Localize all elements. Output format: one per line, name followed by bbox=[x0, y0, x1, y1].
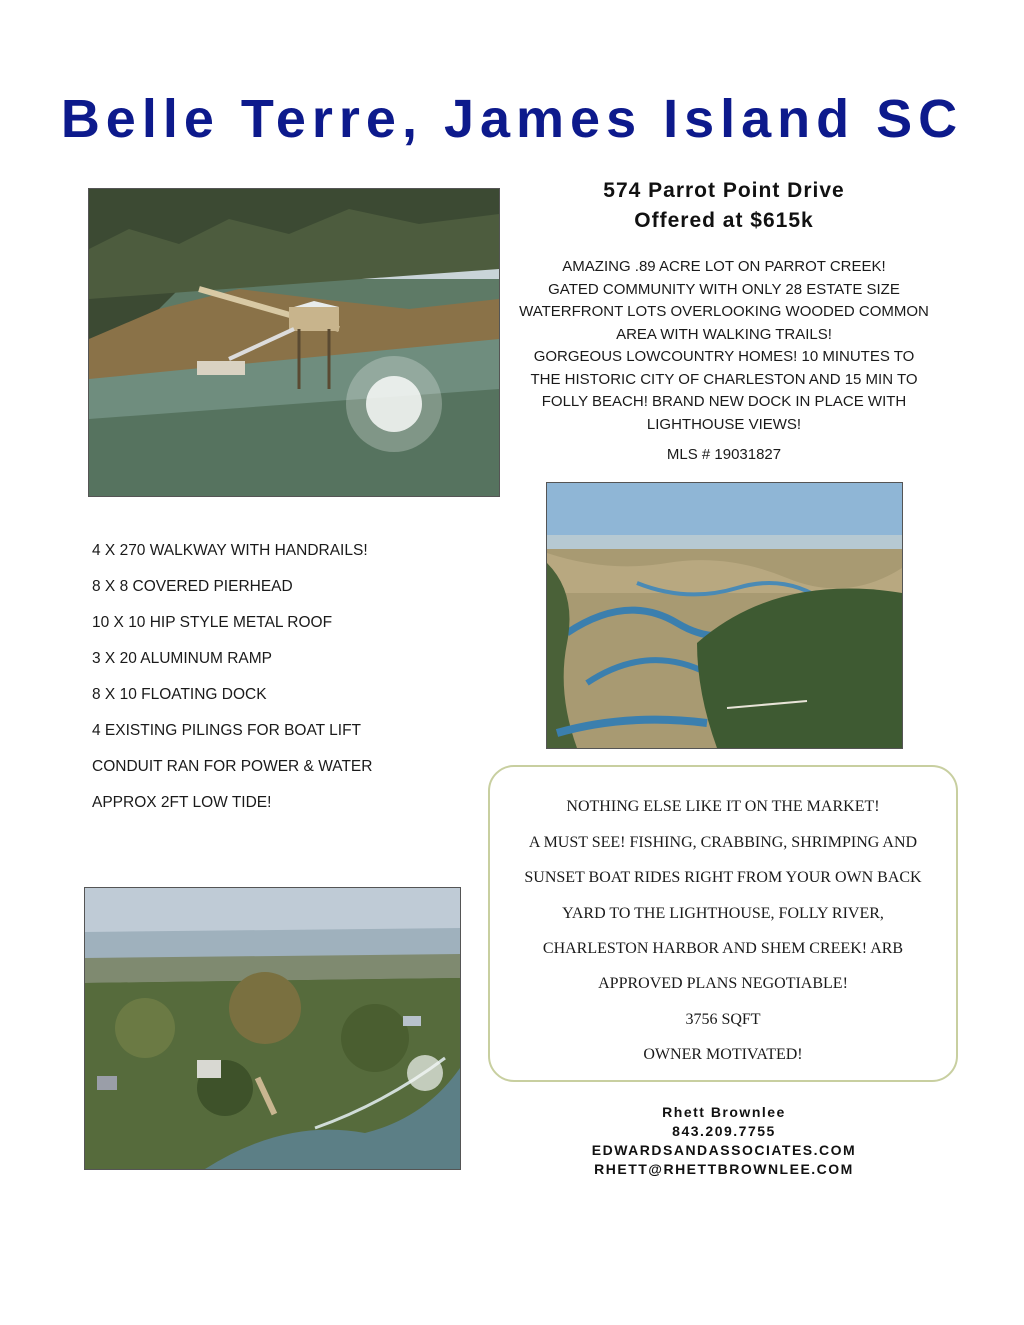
dock-features-list bbox=[92, 541, 432, 829]
callout-line: YARD TO THE LIGHTHOUSE, FOLLY RIVER, bbox=[562, 905, 884, 922]
feature-item: 8 X 8 COVERED PIERHEAD bbox=[92, 578, 293, 595]
callout-line: CHARLESTON HARBOR AND SHEM CREEK! ARB bbox=[542, 940, 904, 957]
feature-item: 8 X 10 FLOATING DOCK bbox=[92, 686, 267, 703]
listing-price: Offered at $615k bbox=[634, 209, 814, 232]
feature-item: CONDUIT RAN FOR POWER & WATER bbox=[92, 758, 373, 775]
description-line: GORGEOUS LOWCOUNTRY HOMES! 10 MINUTES TO bbox=[533, 348, 915, 365]
description-line: AMAZING .89 ACRE LOT ON PARROT CREEK! bbox=[562, 258, 886, 275]
feature-item: 10 X 10 HIP STYLE METAL ROOF bbox=[92, 614, 333, 631]
description-line: THE HISTORIC CITY OF CHARLESTON AND 15 MIN TO bbox=[530, 370, 918, 388]
aerial-neighborhood-photo bbox=[84, 887, 461, 1170]
agent-website[interactable]: EDWARDSANDASSOCIATES.COM bbox=[591, 1142, 857, 1158]
dock-photo bbox=[88, 188, 500, 497]
description-line: WATERFRONT LOTS OVERLOOKING WOODED COMMON bbox=[519, 303, 929, 320]
feature-item: 3 X 20 ALUMINUM RAMP bbox=[92, 650, 273, 667]
agent-phone[interactable]: 843.209.7755 bbox=[672, 1123, 776, 1139]
feature-item: 4 X 270 WALKWAY WITH HANDRAILS! bbox=[92, 542, 368, 559]
callout-line: NOTHING ELSE LIKE IT ON THE MARKET! bbox=[566, 798, 880, 815]
listing-address: 574 Parrot Point Drive bbox=[603, 179, 845, 202]
callout-box bbox=[488, 765, 958, 1082]
mls-number: MLS # 19031827 bbox=[666, 446, 782, 463]
contact-block bbox=[560, 1103, 888, 1179]
callout-line: OWNER MOTIVATED! bbox=[643, 1046, 803, 1063]
aerial-marsh-photo bbox=[546, 482, 903, 749]
feature-item: 4 EXISTING PILINGS FOR BOAT LIFT bbox=[92, 722, 362, 739]
agent-name: Rhett Brownlee bbox=[662, 1104, 786, 1120]
callout-line: A MUST SEE! FISHING, CRABBING, SHRIMPING AND bbox=[528, 834, 918, 851]
listing-header bbox=[512, 176, 936, 236]
page-title: Belle Terre, James Island SC bbox=[60, 89, 964, 149]
callout-line: SUNSET BOAT RIDES RIGHT FROM YOUR OWN BACK bbox=[524, 869, 922, 886]
callout-line: APPROVED PLANS NEGOTIABLE! bbox=[598, 975, 848, 992]
callout-line: 3756 SQFT bbox=[685, 1011, 761, 1028]
feature-item: APPROX 2FT LOW TIDE! bbox=[92, 794, 272, 811]
description-line: AREA WITH WALKING TRAILS! bbox=[616, 325, 832, 343]
agent-email[interactable]: RHETT@RHETTBROWNLEE.COM bbox=[594, 1161, 854, 1177]
listing-description bbox=[508, 256, 940, 436]
description-line: GATED COMMUNITY WITH ONLY 28 ESTATE SIZE bbox=[548, 280, 900, 298]
description-line: LIGHTHOUSE VIEWS! bbox=[646, 415, 802, 433]
description-line: FOLLY BEACH! BRAND NEW DOCK IN PLACE WITH bbox=[541, 393, 907, 410]
